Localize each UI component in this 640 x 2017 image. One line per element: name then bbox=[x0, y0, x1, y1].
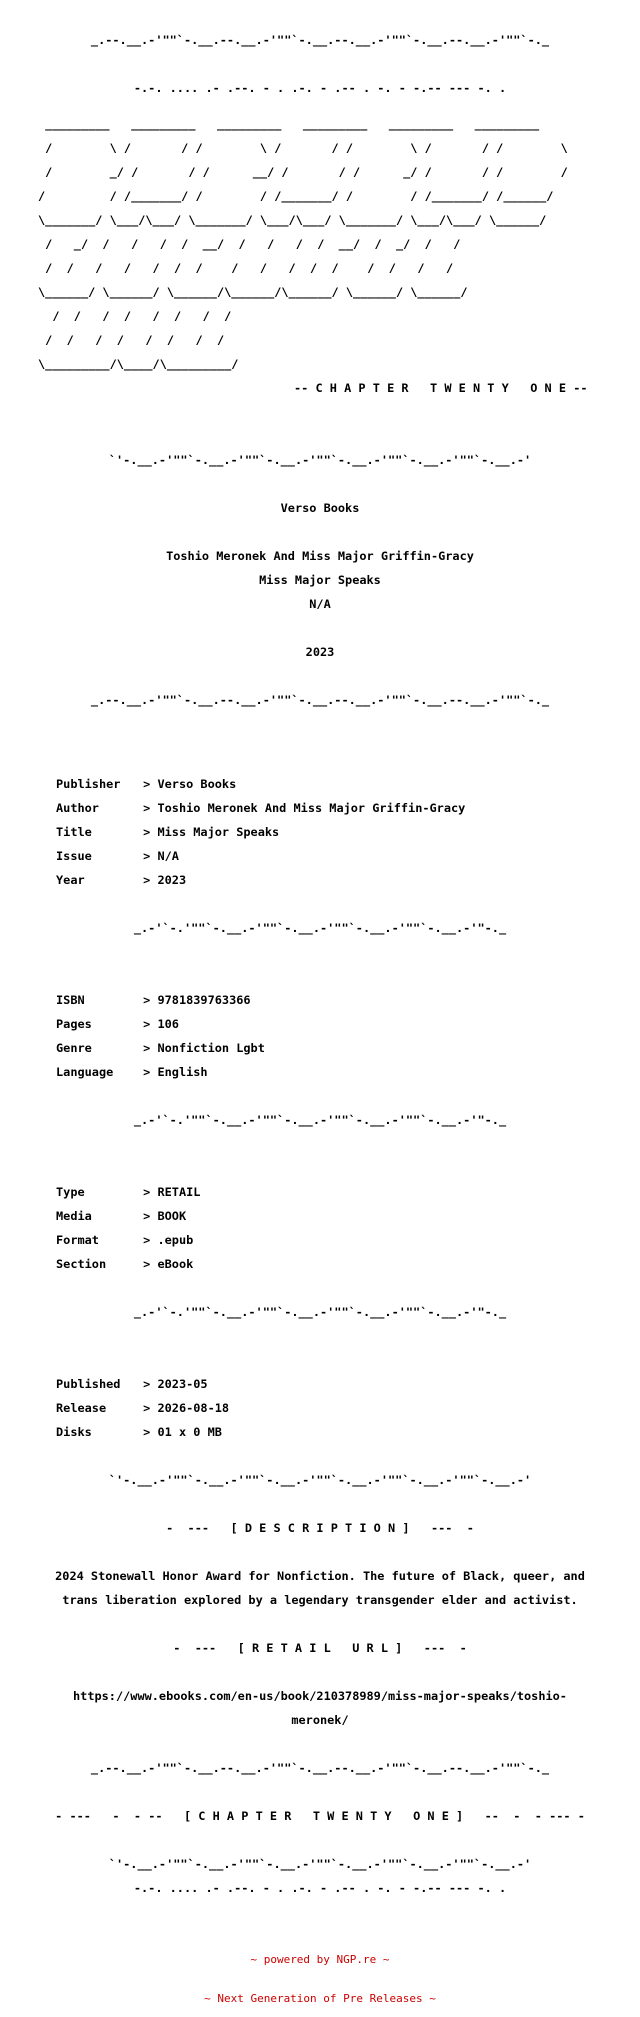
header-issue: N/A bbox=[309, 597, 331, 611]
info-row-format: Format > .epub bbox=[56, 1233, 194, 1247]
bottom-morse: -.-. .... .- .--. - . .-. - .-- . -. - -.-- --- -. . bbox=[133, 1881, 507, 1895]
retail-url-continued[interactable]: meronek/ bbox=[291, 1713, 349, 1727]
logo-line: _________ _________ _________ _________ _________ _________ bbox=[38, 117, 547, 131]
info-label: Published bbox=[56, 1377, 121, 1391]
section-wave: _.-'`-.'""`-.__.-'""`-.__.-'""`-.__.-'""`-.__.-'"-._ bbox=[133, 1305, 507, 1319]
top-wave-2: -.-. .... .- .--. - . .-. - .-- . -. - -.-- --- -. . bbox=[133, 81, 507, 95]
info-row-genre: Genre > Nonfiction Lgbt bbox=[56, 1041, 265, 1055]
info-value: 01 x 0 MB bbox=[157, 1425, 222, 1439]
info-row-disks: Disks > 01 x 0 MB bbox=[56, 1425, 222, 1439]
info-label: Disks bbox=[56, 1425, 92, 1439]
info-value: Miss Major Speaks bbox=[157, 825, 280, 839]
info-value: 2026-08-18 bbox=[157, 1401, 230, 1415]
info-value: RETAIL bbox=[157, 1185, 201, 1199]
ascii-logo bbox=[0, 106, 640, 382]
logo-line: / / /_______/ / / /_______/ / / /_______/ /______/ bbox=[38, 189, 554, 203]
section-wave: _.-'`-.'""`-.__.-'""`-.__.-'""`-.__.-'""`-.__.-'"-._ bbox=[133, 921, 507, 935]
info-row-language: Language > English bbox=[56, 1065, 208, 1079]
retail-heading: - --- [ R E T A I L U R L ] --- - bbox=[173, 1641, 467, 1655]
description-line: trans liberation explored by a legendary transgender elder and activist. bbox=[62, 1593, 578, 1607]
info-row-author: Author > Toshio Meronek And Miss Major Griffin-Gracy bbox=[56, 801, 466, 815]
info-value: 106 bbox=[157, 1017, 179, 1031]
info-value: eBook bbox=[157, 1257, 194, 1271]
logo-line: / / / / / / / / bbox=[38, 309, 232, 323]
info-label: Pages bbox=[56, 1017, 92, 1031]
mid-wave: `'-.__.-'""`-.__.-'""`-.__.-'""`-.__.-'""`-.__.-'""`-.__.-' bbox=[108, 453, 532, 467]
info-label: Release bbox=[56, 1401, 107, 1415]
info-label: Media bbox=[56, 1209, 92, 1223]
info-value: .epub bbox=[157, 1233, 194, 1247]
info-value: 2023-05 bbox=[157, 1377, 208, 1391]
description-heading: - --- [ D E S C R I P T I O N ] --- - bbox=[166, 1521, 474, 1535]
info-label: Year bbox=[56, 873, 85, 887]
info-label: Author bbox=[56, 801, 99, 815]
closing-chapter-banner: - --- - - -- [ C H A P T E R T W E N T Y O N E ] -- - - --- - bbox=[55, 1809, 585, 1823]
logo-line: / _/ / / / / __/ / / / / __/ / _/ / / bbox=[38, 237, 461, 251]
info-row-type: Type > RETAIL bbox=[56, 1185, 201, 1199]
info-row-issue: Issue > N/A bbox=[56, 849, 179, 863]
logo-line: \______/ \______/ \______/\______/\______/ \______/ \______/ bbox=[38, 285, 468, 299]
logo-line: / / / / / / / / / / / / / / / / bbox=[38, 261, 454, 275]
info-label: Genre bbox=[56, 1041, 92, 1055]
chapter-banner: -- C H A P T E R T W E N T Y O N E -- bbox=[294, 381, 588, 395]
header-title: Miss Major Speaks bbox=[259, 573, 381, 587]
logo-line: \_________/\____/\_________/ bbox=[38, 357, 239, 371]
description-line: 2024 Stonewall Honor Award for Nonfiction. The future of Black, queer, and bbox=[55, 1569, 585, 1583]
info-row-release: Release > 2026-08-18 bbox=[56, 1401, 230, 1415]
info-value: English bbox=[157, 1065, 208, 1079]
info-label: ISBN bbox=[56, 993, 85, 1007]
info-row-title: Title > Miss Major Speaks bbox=[56, 825, 280, 839]
logo-line: / _/ / / / __/ / / / _/ / / / / bbox=[38, 165, 568, 179]
footer-powered-by[interactable]: ~ powered by NGP.re ~ bbox=[250, 1953, 390, 1966]
header-author: Toshio Meronek And Miss Major Griffin-Gracy bbox=[166, 549, 474, 563]
info-row-isbn: ISBN > 9781839763366 bbox=[56, 993, 251, 1007]
logo-line: / / / / / / / / bbox=[38, 333, 225, 347]
top-wave-1-repeat: _.--.__.-'""`-.__.--.__.-'""`-.__.--.__.-'""`-.__.--.__.-'""`-._ bbox=[90, 693, 550, 707]
info-value: BOOK bbox=[157, 1209, 187, 1223]
info-label: Format bbox=[56, 1233, 99, 1247]
info-label: Publisher bbox=[56, 777, 121, 791]
info-value: N/A bbox=[157, 849, 179, 863]
info-row-section: Section > eBook bbox=[56, 1257, 194, 1271]
info-label: Section bbox=[56, 1257, 107, 1271]
info-row-pages: Pages > 106 bbox=[56, 1017, 179, 1031]
top-wave-1-repeat: _.--.__.-'""`-.__.--.__.-'""`-.__.--.__.-'""`-.__.--.__.-'""`-._ bbox=[90, 1761, 550, 1775]
info-label: Language bbox=[56, 1065, 114, 1079]
info-label: Type bbox=[56, 1185, 85, 1199]
retail-url[interactable]: https://www.ebooks.com/en-us/book/210378989/miss-major-speaks/toshio- bbox=[73, 1689, 567, 1703]
info-row-year: Year > 2023 bbox=[56, 873, 187, 887]
header-publisher: Verso Books bbox=[280, 501, 360, 515]
logo-line: / \ / / / \ / / / \ / / / \ bbox=[38, 141, 568, 155]
header-year: 2023 bbox=[305, 645, 335, 659]
logo-line: \_______/ \___/\___/ \_______/ \___/\___/ \_______/ \___/\___/ \______/ bbox=[38, 213, 547, 227]
info-row-media: Media > BOOK bbox=[56, 1209, 187, 1223]
info-value: Nonfiction Lgbt bbox=[157, 1041, 265, 1055]
info-row-published: Published > 2023-05 bbox=[56, 1377, 208, 1391]
info-label: Issue bbox=[56, 849, 92, 863]
info-value: Toshio Meronek And Miss Major Griffin-Gracy bbox=[157, 801, 466, 815]
footer-tagline: ~ Next Generation of Pre Releases ~ bbox=[204, 1992, 436, 2005]
bottom-wave: `'-.__.-'""`-.__.-'""`-.__.-'""`-.__.-'""`-.__.-'""`-.__.-' bbox=[108, 1857, 532, 1871]
info-row-publisher: Publisher > Verso Books bbox=[56, 777, 237, 791]
info-value: Verso Books bbox=[157, 777, 237, 791]
info-value: 2023 bbox=[157, 873, 187, 887]
info-value: 9781839763366 bbox=[157, 993, 251, 1007]
section-wave: _.-'`-.'""`-.__.-'""`-.__.-'""`-.__.-'""`-.__.-'"-._ bbox=[133, 1113, 507, 1127]
info-label: Title bbox=[56, 825, 92, 839]
top-wave-1: _.--.__.-'""`-.__.--.__.-'""`-.__.--.__.-'""`-.__.--.__.-'""`-._ bbox=[90, 33, 550, 47]
mid-wave: `'-.__.-'""`-.__.-'""`-.__.-'""`-.__.-'""`-.__.-'""`-.__.-' bbox=[108, 1473, 532, 1487]
